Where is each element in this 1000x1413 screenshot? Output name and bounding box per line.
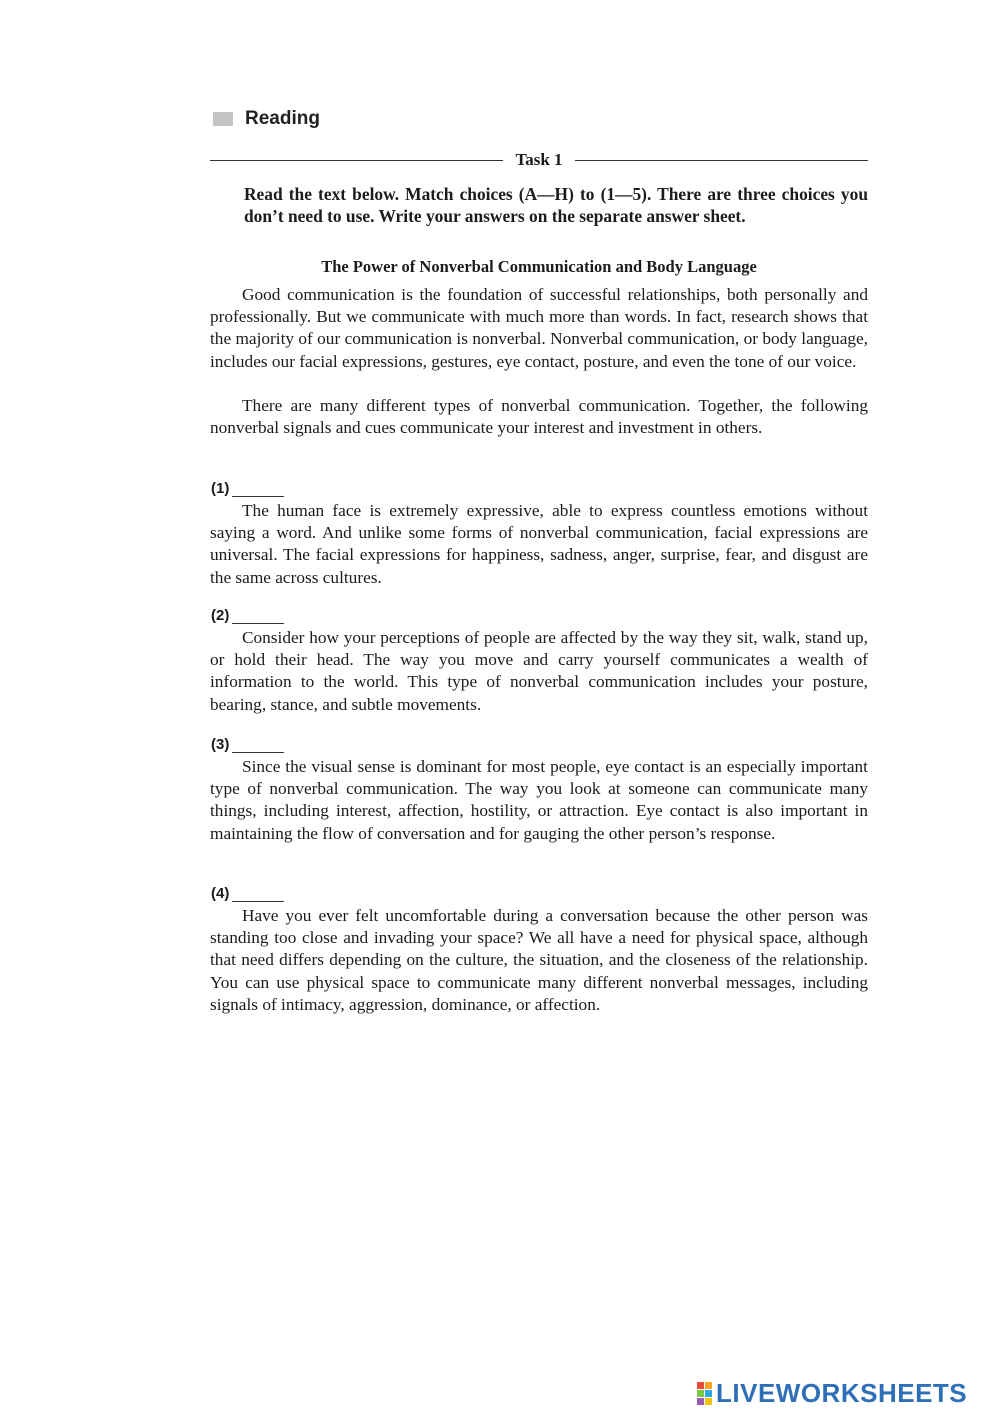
answer-blank-4[interactable] (211, 885, 284, 902)
item-number: (3) (211, 736, 230, 753)
logo-square (705, 1382, 712, 1389)
task-label: Task 1 (515, 150, 563, 169)
logo-square (697, 1390, 704, 1397)
section-title: Reading (245, 108, 320, 129)
task-heading (210, 150, 868, 170)
section-marker-icon (213, 112, 233, 126)
divider (575, 160, 868, 161)
section-header (213, 108, 320, 130)
blank-line (232, 609, 284, 624)
blank-line (232, 482, 284, 497)
logo-text: LIVEWORKSHEETS (716, 1378, 968, 1408)
blank-line (232, 738, 284, 753)
divider (210, 160, 503, 161)
item-number: (1) (211, 480, 230, 497)
logo-icon (697, 1382, 712, 1405)
answer-blank-3[interactable] (211, 736, 284, 753)
item-paragraph: Have you ever felt uncomfortable during a conversation because the other person was standing too close and invading your space? We all have a need for physical space, although that need differs depending on the culture, the situation, and the closeness of the relationship. You can use physical space to communicate many different nonverbal messages, including signals of intimacy, aggression, dominance, or affection. (210, 906, 868, 1014)
logo-square (705, 1398, 712, 1405)
blank-line (232, 887, 284, 902)
article-title: The Power of Nonverbal Communication and Body Language (321, 257, 757, 276)
liveworksheets-logo (697, 1378, 967, 1409)
answer-blank-2[interactable] (211, 607, 284, 624)
item-paragraph: The human face is extremely expressive, able to express countless emotions without saying a word. And unlike some forms of nonverbal communication, facial expressions are universal. The facial expressions for happiness, sadness, anger, surprise, fear, and disgust are the same across cultures. (210, 501, 868, 587)
intro-paragraph: Good communication is the foundation of successful relationships, both personally and professionally. But we communicate with much more than words. In fact, research shows that the majority of our communication is nonverbal. Nonverbal communication, or body language, includes our facial expressions, gestures, eye contact, posture, and even the tone of our voice. (210, 285, 868, 371)
logo-square (697, 1382, 704, 1389)
intro-paragraph: There are many different types of nonverbal communication. Together, the following nonverbal signals and cues communicate your interest and investment in others. (210, 396, 868, 438)
item-number: (2) (211, 607, 230, 624)
logo-square (705, 1390, 712, 1397)
logo-square (697, 1398, 704, 1405)
task-instructions: Read the text below. Match choices (A—H) to (1—5). There are three choices you don’t need to use. Write your answers on the separate answer sheet. (244, 184, 868, 226)
answer-blank-1[interactable] (211, 480, 284, 497)
item-paragraph: Since the visual sense is dominant for most people, eye contact is an especially important type of nonverbal communication. The way you look at someone can communicate many things, including interest, affection, hostility, or attraction. Eye contact is also important in maintaining the flow of conversation and for gauging the other person’s response. (210, 757, 868, 843)
item-paragraph: Consider how your perceptions of people are affected by the way they sit, walk, stand up, or hold their head. The way you move and carry yourself communicates a wealth of information to the world. This type of nonverbal communication includes your posture, bearing, stance, and subtle movements. (210, 628, 868, 714)
item-number: (4) (211, 885, 230, 902)
